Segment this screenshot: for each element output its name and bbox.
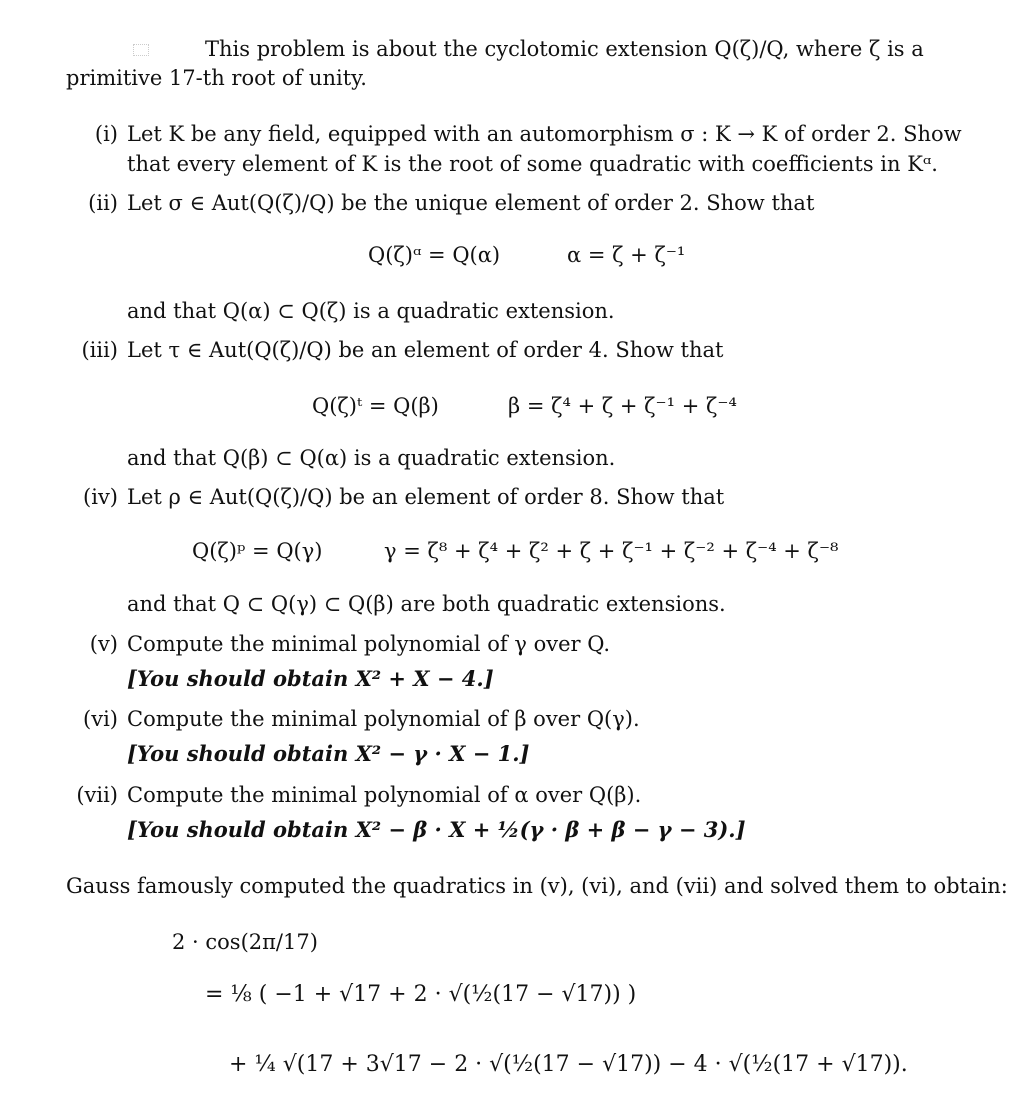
item-vi-hint: [You should obtain X² − γ · X − 1.] xyxy=(127,741,530,766)
item-vii-line-1: Compute the minimal polynomial of α over Q(β). xyxy=(127,783,642,807)
item-number-iii: (iii) xyxy=(81,338,118,362)
gauss-equation-line-1: 2 · cos(2π/17) xyxy=(172,930,318,954)
item-iv-display-left: Q(ζ)ᵖ = Q(γ) xyxy=(192,539,323,563)
item-ii-display-right: α = ζ + ζ⁻¹ xyxy=(567,243,686,267)
item-iii-display-right: β = ζ⁴ + ζ + ζ⁻¹ + ζ⁻⁴ xyxy=(508,394,737,418)
intro-line-2 xyxy=(66,64,367,92)
gauss-sentence: Gauss famously computed the quadratics in (v), (vi), and (vii) and solved them to obtain: xyxy=(66,874,1008,898)
item-number-vi: (vi) xyxy=(83,707,118,731)
item-vii-hint: [You should obtain X² − β · X + ½(γ · β + β − γ − 3).] xyxy=(127,817,746,842)
intro-text-2: primitive 17-th root of unity. xyxy=(66,66,367,90)
item-iii-line-1: Let τ ∈ Aut(Q(ζ)/Q) be an element of order 4. Show that xyxy=(127,338,724,362)
item-ii-line-1: Let σ ∈ Aut(Q(ζ)/Q) be the unique element of order 2. Show that xyxy=(127,191,815,215)
item-ii-after: and that Q(α) ⊂ Q(ζ) is a quadratic extension. xyxy=(127,299,615,323)
gauss-equation-line-3: + ¼ √(17 + 3√17 − 2 · √(½(17 − √17)) − 4 · √(½(17 + √17)). xyxy=(229,1052,908,1077)
item-iii-display-left: Q(ζ)ᵗ = Q(β) xyxy=(312,394,439,418)
item-iii-after: and that Q(β) ⊂ Q(α) is a quadratic extension. xyxy=(127,446,616,470)
item-v-line-1: Compute the minimal polynomial of γ over Q. xyxy=(127,632,611,656)
intro-text-1: This problem is about the cyclotomic extension Q(ζ)/Q, where ζ is a xyxy=(205,37,924,61)
item-number-ii: (ii) xyxy=(88,191,118,215)
item-i-line-2: that every element of K is the root of some quadratic with coefficients in Kᵅ. xyxy=(127,152,938,176)
item-number-v: (v) xyxy=(89,632,118,656)
item-number-iv: (iv) xyxy=(83,485,118,509)
item-v-hint: [You should obtain X² + X − 4.] xyxy=(127,666,494,691)
item-iv-line-1: Let ρ ∈ Aut(Q(ζ)/Q) be an element of order 8. Show that xyxy=(127,485,725,509)
item-number-vii: (vii) xyxy=(76,783,118,807)
dotted-marker xyxy=(133,44,149,56)
item-ii-display-left: Q(ζ)ᵅ = Q(α) xyxy=(368,243,501,267)
item-iv-after: and that Q ⊂ Q(γ) ⊂ Q(β) are both quadratic extensions. xyxy=(127,592,726,616)
item-number-i: (i) xyxy=(94,122,118,146)
item-vi-line-1: Compute the minimal polynomial of β over Q(γ). xyxy=(127,707,640,731)
intro-line-1 xyxy=(205,35,924,63)
gauss-equation-line-2: = ⅛ ( −1 + √17 + 2 · √(½(17 − √17)) ) xyxy=(205,982,637,1007)
item-iv-display-right: γ = ζ⁸ + ζ⁴ + ζ² + ζ + ζ⁻¹ + ζ⁻² + ζ⁻⁴ + ζ⁻⁸ xyxy=(384,539,839,563)
item-i-line-1: Let K be any field, equipped with an automorphism σ : K → K of order 2. Show xyxy=(127,122,962,146)
